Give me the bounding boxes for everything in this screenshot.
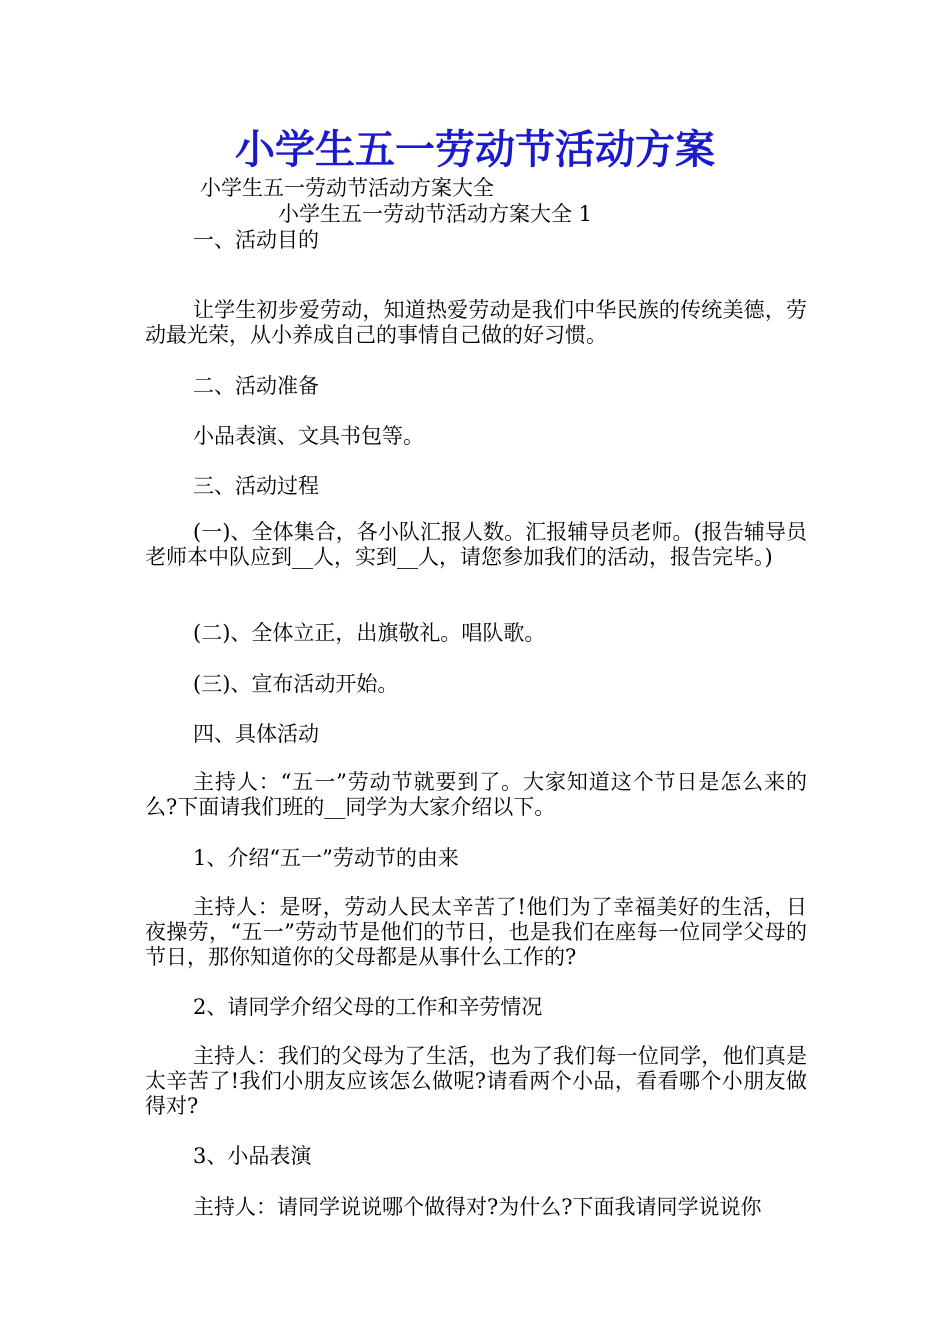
paragraph-activities-3: 主持人：我们的父母为了生活，也为了我们每一位同学，他们真是太辛苦了!我们小朋友应该怎么做呢?请看两个小品，看看哪个小朋友做得对?	[145, 1044, 807, 1118]
paragraph-process-1: (一)、全体集合，各小队汇报人数。汇报辅导员老师。(报告辅导员老师本中队应到__人，实到__人，请您参加我们的活动，报告完毕。)	[145, 520, 807, 569]
section-heading-preparation: 二、活动准备	[193, 374, 319, 398]
section-heading-purpose: 一、活动目的	[193, 228, 319, 252]
subtitle: 小学生五一劳动节活动方案大全	[200, 176, 494, 200]
activity-item-1: 1、介绍“五一”劳动节的由来	[193, 846, 459, 870]
paragraph-activities-4: 主持人：请同学说说哪个做得对?为什么?下面我请同学说说你	[193, 1195, 762, 1219]
paragraph-activities-1: 主持人：“五一”劳动节就要到了。大家知道这个节日是怎么来的么?下面请我们班的__同学为大家介绍以下。	[145, 770, 807, 819]
paragraph-activities-2: 主持人：是呀，劳动人民太辛苦了!他们为了幸福美好的生活，日夜操劳，“五一”劳动节是他们的节日，也是我们在座每一位同学父母的节日，那你知道你的父母都是从事什么工作的?	[145, 895, 807, 969]
subtitle-numbered: 小学生五一劳动节活动方案大全 1	[278, 202, 593, 226]
paragraph-process-3: (三)、宣布活动开始。	[193, 672, 399, 696]
paragraph-process-2: (二)、全体立正，出旗敬礼。唱队歌。	[193, 621, 546, 645]
paragraph-preparation: 小品表演、文具书包等。	[193, 424, 424, 448]
activity-item-3: 3、小品表演	[193, 1144, 312, 1168]
section-heading-process: 三、活动过程	[193, 474, 319, 498]
section-heading-activities: 四、具体活动	[193, 722, 319, 746]
activity-item-2: 2、请同学介绍父母的工作和辛劳情况	[193, 995, 543, 1019]
document-title: 小学生五一劳动节活动方案	[235, 126, 715, 173]
paragraph-purpose: 让学生初步爱劳动，知道热爱劳动是我们中华民族的传统美德，劳动最光荣，从小养成自己的事情自己做的好习惯。	[145, 298, 807, 347]
